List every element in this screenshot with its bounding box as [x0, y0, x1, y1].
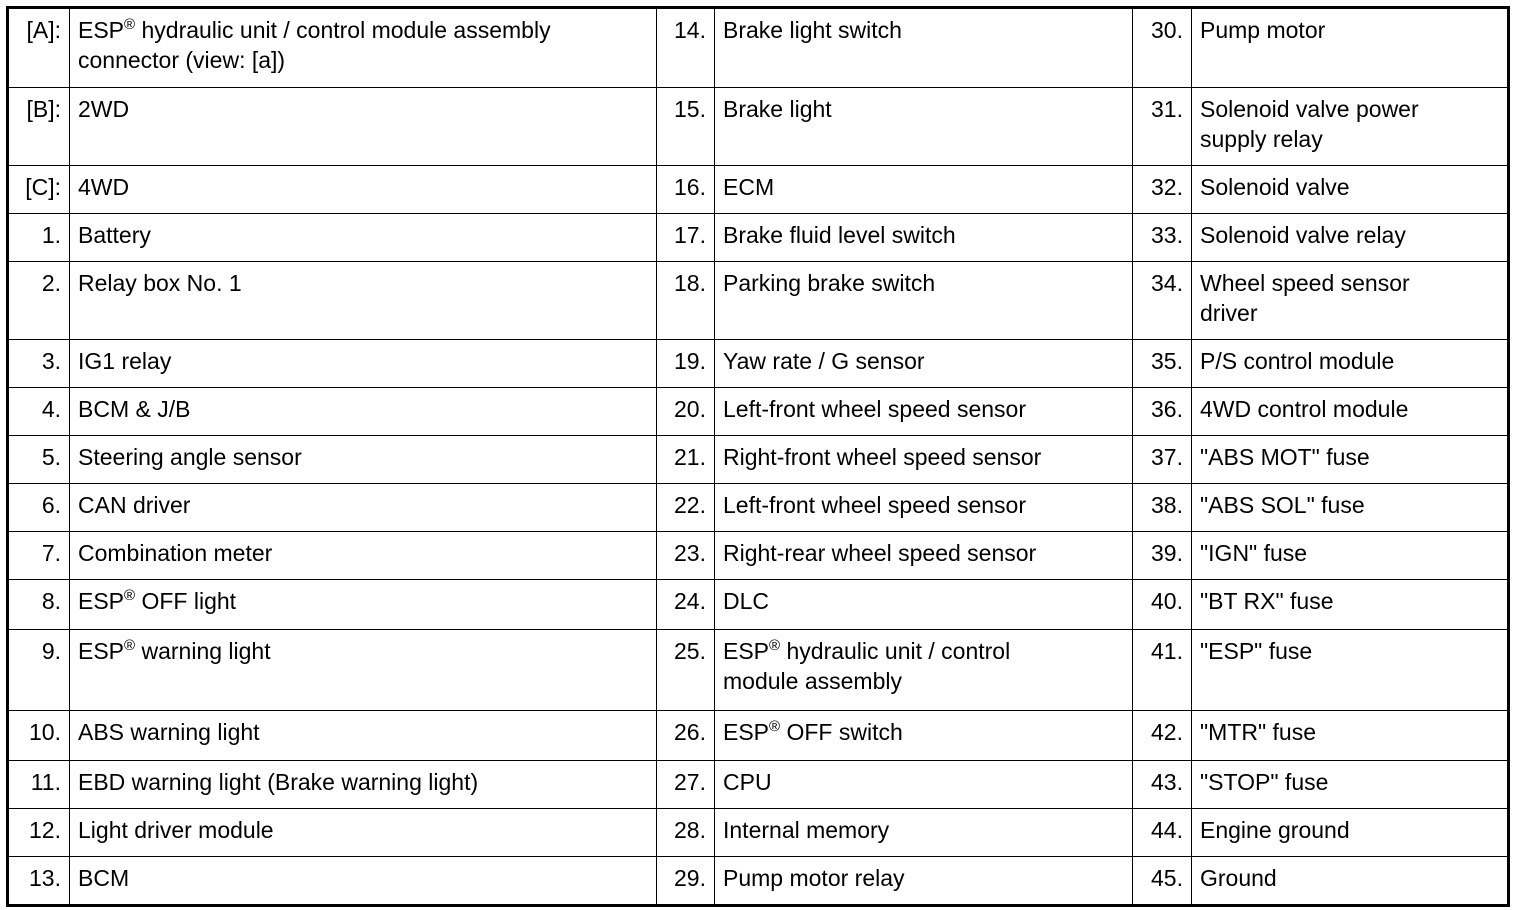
item-number: 31.: [1133, 88, 1192, 166]
item-number: 5.: [8, 436, 70, 484]
item-description: "STOP" fuse: [1192, 761, 1509, 809]
item-description: Yaw rate / G sensor: [715, 340, 1133, 388]
item-number: 45.: [1133, 857, 1192, 906]
item-description: Engine ground: [1192, 809, 1509, 857]
registered-mark: ®: [124, 637, 136, 654]
item-description: ESP® OFF switch: [715, 711, 1133, 761]
legend-row: [8, 761, 1509, 809]
item-number: 33.: [1133, 214, 1192, 262]
item-description: Internal memory: [715, 809, 1133, 857]
item-number: 14.: [657, 8, 715, 88]
item-description: ESP® hydraulic unit / control module assembly: [715, 630, 1133, 711]
item-number: 15.: [657, 88, 715, 166]
item-description: ESP® OFF light: [70, 580, 657, 630]
legend-row: [8, 630, 1509, 711]
item-description: Ground: [1192, 857, 1509, 906]
item-number: 23.: [657, 532, 715, 580]
item-number: 37.: [1133, 436, 1192, 484]
item-number: 20.: [657, 388, 715, 436]
item-description: Steering angle sensor: [70, 436, 657, 484]
legend-row: [8, 388, 1509, 436]
item-number: 2.: [8, 262, 70, 340]
item-description: Left-front wheel speed sensor: [715, 388, 1133, 436]
item-description: Brake light: [715, 88, 1133, 166]
item-number: 27.: [657, 761, 715, 809]
item-description: ESP® hydraulic unit / control module assembly connector (view: [a]): [70, 8, 657, 88]
item-number: 42.: [1133, 711, 1192, 761]
item-number: 35.: [1133, 340, 1192, 388]
item-description: EBD warning light (Brake warning light): [70, 761, 657, 809]
item-number: 32.: [1133, 166, 1192, 214]
legend-row: [8, 214, 1509, 262]
item-number: 30.: [1133, 8, 1192, 88]
item-number: 39.: [1133, 532, 1192, 580]
item-number: 21.: [657, 436, 715, 484]
item-number: 12.: [8, 809, 70, 857]
item-number: [A]:: [8, 8, 70, 88]
item-description: CAN driver: [70, 484, 657, 532]
item-number: 25.: [657, 630, 715, 711]
item-number: 1.: [8, 214, 70, 262]
item-number: 44.: [1133, 809, 1192, 857]
registered-mark: ®: [769, 718, 781, 735]
legend-row: [8, 809, 1509, 857]
item-number: 26.: [657, 711, 715, 761]
legend-row: [8, 857, 1509, 906]
legend-row: [8, 8, 1509, 88]
item-number: 16.: [657, 166, 715, 214]
item-description: Brake fluid level switch: [715, 214, 1133, 262]
item-description: BCM & J/B: [70, 388, 657, 436]
item-description: 4WD control module: [1192, 388, 1509, 436]
item-description: Light driver module: [70, 809, 657, 857]
item-number: 38.: [1133, 484, 1192, 532]
item-description: Parking brake switch: [715, 262, 1133, 340]
item-number: 28.: [657, 809, 715, 857]
item-number: 40.: [1133, 580, 1192, 630]
item-number: 9.: [8, 630, 70, 711]
legend-row: [8, 580, 1509, 630]
item-description: Wheel speed sensor driver: [1192, 262, 1509, 340]
legend-row: [8, 340, 1509, 388]
legend-row: [8, 436, 1509, 484]
item-description: DLC: [715, 580, 1133, 630]
item-number: 22.: [657, 484, 715, 532]
item-number: [C]:: [8, 166, 70, 214]
item-description: Relay box No. 1: [70, 262, 657, 340]
item-number: 17.: [657, 214, 715, 262]
item-number: 29.: [657, 857, 715, 906]
item-description: ECM: [715, 166, 1133, 214]
item-description: Solenoid valve: [1192, 166, 1509, 214]
item-description: Right-front wheel speed sensor: [715, 436, 1133, 484]
item-number: 43.: [1133, 761, 1192, 809]
item-number: 4.: [8, 388, 70, 436]
item-description: CPU: [715, 761, 1133, 809]
item-description: "ABS MOT" fuse: [1192, 436, 1509, 484]
item-description: Left-front wheel speed sensor: [715, 484, 1133, 532]
item-description: IG1 relay: [70, 340, 657, 388]
item-number: 41.: [1133, 630, 1192, 711]
item-number: 18.: [657, 262, 715, 340]
item-description: 4WD: [70, 166, 657, 214]
component-legend-table: [6, 6, 1510, 907]
legend-row: [8, 88, 1509, 166]
item-number: 10.: [8, 711, 70, 761]
item-description: "BT RX" fuse: [1192, 580, 1509, 630]
item-description: "ABS SOL" fuse: [1192, 484, 1509, 532]
item-description: Battery: [70, 214, 657, 262]
item-number: [B]:: [8, 88, 70, 166]
item-description: Pump motor: [1192, 8, 1509, 88]
legend-row: [8, 711, 1509, 761]
legend-row: [8, 532, 1509, 580]
registered-mark: ®: [124, 587, 136, 604]
item-number: 6.: [8, 484, 70, 532]
legend-row: [8, 262, 1509, 340]
item-description: Solenoid valve power supply relay: [1192, 88, 1509, 166]
registered-mark: ®: [124, 16, 136, 33]
item-description: Brake light switch: [715, 8, 1133, 88]
item-number: 34.: [1133, 262, 1192, 340]
item-description: "MTR" fuse: [1192, 711, 1509, 761]
item-description: Solenoid valve relay: [1192, 214, 1509, 262]
item-number: 8.: [8, 580, 70, 630]
item-description: BCM: [70, 857, 657, 906]
item-description: 2WD: [70, 88, 657, 166]
legend-row: [8, 484, 1509, 532]
item-description: Right-rear wheel speed sensor: [715, 532, 1133, 580]
legend-body: [8, 8, 1509, 906]
item-description: P/S control module: [1192, 340, 1509, 388]
item-number: 7.: [8, 532, 70, 580]
registered-mark: ®: [769, 637, 781, 654]
item-number: 11.: [8, 761, 70, 809]
item-description: "ESP" fuse: [1192, 630, 1509, 711]
item-number: 13.: [8, 857, 70, 906]
item-description: Combination meter: [70, 532, 657, 580]
item-description: ABS warning light: [70, 711, 657, 761]
item-description: ESP® warning light: [70, 630, 657, 711]
legend-row: [8, 166, 1509, 214]
item-number: 19.: [657, 340, 715, 388]
item-description: "IGN" fuse: [1192, 532, 1509, 580]
item-description: Pump motor relay: [715, 857, 1133, 906]
item-number: 3.: [8, 340, 70, 388]
item-number: 36.: [1133, 388, 1192, 436]
item-number: 24.: [657, 580, 715, 630]
